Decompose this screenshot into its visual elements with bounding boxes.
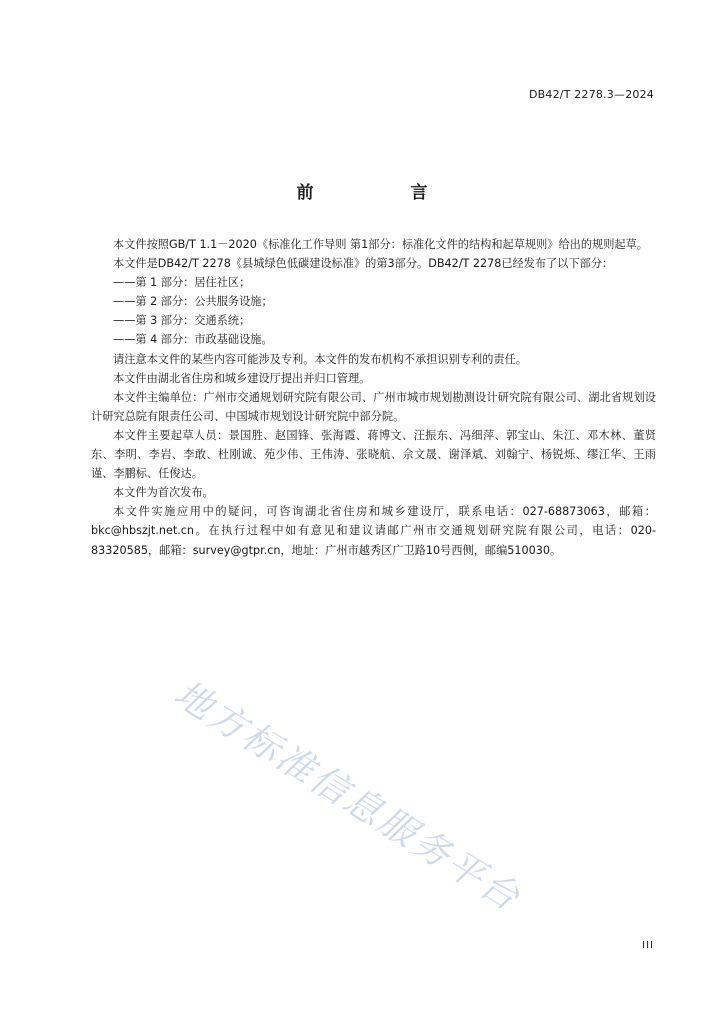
list-item-part-4: ——第 4 部分：市政基础设施。 <box>113 333 273 347</box>
foreword-body <box>91 235 656 560</box>
watermark-text: 地方标准信息服务平台 <box>166 671 529 921</box>
list-item-part-3: ——第 3 部分：交通系统； <box>113 314 251 328</box>
list-item-part-2: ——第 2 部分：公共服务设施； <box>113 295 273 309</box>
paragraph-patent-notice: 请注意本文件的某些内容可能涉及专利。本文件的发布机构不承担识别专利的责任。 <box>113 352 527 366</box>
paragraph-contact: 本文件实施应用中的疑问，可咨询湖北省住房和城乡建设厅，联系电话：027-68873063，邮箱：bkc@hbszjt.net.cn。在执行过程中如有意见和建议请邮广州市交通规划研究院有限公司，电话：020-83320585，邮箱：survey@gtpr.cn，地址：广州市越秀区广卫路10号西侧，邮编510030。 <box>91 505 656 557</box>
paragraph-proposer: 本文件由湖北省住房和城乡建设厅提出并归口管理。 <box>113 371 371 385</box>
paragraph-first-release: 本文件为首次发布。 <box>113 486 214 500</box>
document-code: DB42/T 2278.3—2024 <box>528 88 654 101</box>
page-number: III <box>642 940 654 951</box>
list-item-part-1: ——第 1 部分：居住社区； <box>113 276 251 290</box>
paragraph-drafters: 本文件主要起草人员：景国胜、赵国锋、张海霞、蒋博文、汪振东、冯细萍、郭宝山、朱江、邓木林、董贤东、李明、李岩、李敢、杜刚诚、苑少伟、王伟涛、张晓航、佘文晟、谢泽斌、刘翰宁、杨锐烁、缪江华、王雨谨、李鹏标、任俊达。 <box>91 428 656 481</box>
paragraph-drafting-rules: 本文件按照GB/T 1.1－2020《标准化工作导则 第1部分：标准化文件的结构和起草规则》给出的规则起草。 <box>113 238 648 251</box>
page-title: 前 言 <box>296 183 468 203</box>
paragraph-parts-intro: 本文件是DB42/T 2278《县城绿色低碳建设标准》的第3部分。DB42/T 2278已经发布了以下部分： <box>113 257 614 271</box>
paragraph-editing-units: 本文件主编单位：广州市交通规划研究院有限公司、广州市城市规划勘测设计研究院有限公司、湖北省规划设计研究总院有限责任公司、中国城市规划设计研究院中部分院。 <box>91 390 656 423</box>
